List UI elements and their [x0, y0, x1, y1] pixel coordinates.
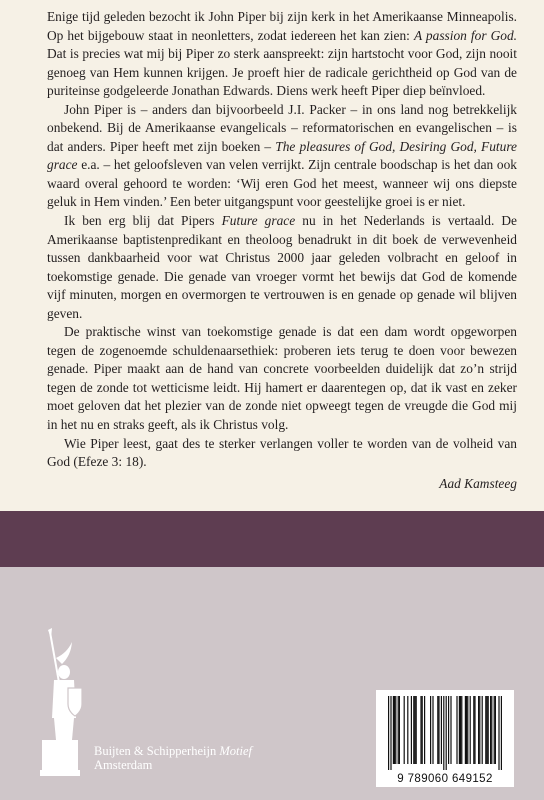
barcode-bar: [395, 696, 396, 764]
barcode-bar: [478, 696, 479, 764]
barcode-bar: [450, 696, 451, 764]
barcode-bar: [491, 696, 492, 764]
barcode-bar: [441, 696, 442, 764]
barcode-bar: [474, 696, 475, 764]
barcode-bar: [473, 696, 474, 764]
barcode-bars: [376, 690, 514, 770]
barcode-bar: [466, 696, 467, 764]
barcode-bar: [393, 696, 394, 764]
italic-title: Future grace: [221, 213, 296, 229]
barcode-bar: [404, 696, 405, 764]
barcode-bar: [498, 696, 499, 770]
barcode-bar: [420, 696, 421, 764]
barcode-bar: [390, 696, 391, 770]
paragraph-5: Wie Piper leest, gaat des te sterker verlangen voller te worden van de volheid van God (Efeze 3: 18).: [47, 435, 517, 470]
barcode-bar: [459, 696, 460, 764]
barcode-bar: [461, 696, 462, 764]
barcode-digits: 9 789060 649152: [397, 773, 493, 785]
publisher-imprint: [94, 744, 252, 772]
isbn-barcode: [376, 690, 514, 787]
barcode-bar: [486, 696, 487, 764]
barcode-bar: [437, 696, 438, 764]
barcode-bar: [388, 696, 389, 770]
barcode-bar: [399, 696, 400, 764]
barcode-bar: [485, 696, 486, 764]
barcode-bar: [490, 696, 491, 764]
publisher-name: Buijten & Schipperheijn: [94, 744, 217, 758]
italic-title: A passion for God.: [413, 27, 517, 43]
paragraph-4: De praktische winst van toekomstige genade is dat een dam wordt opgeworpen tegen de zogenoemde schuldenaarsethiek: proberen iets terug te doen voor bewezen genade. Piper maakt aan de hand van concrete voorbeelden duidelijk dat zo’n strijd tegen de zonde tot wetticisme leidt. Hij hamert er daarentegen op, dat ik vast en zeker moet geloven dat het plezier van de zonde niet opweegt tegen de vreugde die God mij in het nu en straks geeft, als ik Christus volg.: [47, 324, 517, 433]
paragraph-1: Enige tijd geleden bezocht ik John Piper bij zijn kerk in het Amerikaanse Minneapolis. Op het bijgebouw staat in neonletters, zodat iedereen het kan zien: A passion for God. Dat is precies wat mij bij Piper zo sterk aanspreekt: zijn hartstocht voor God, zijn nooit genoeg van Hem kunnen krijgen. Je proeft hier de radicale gerichtheid op God van de puriteinse godgeleerde Jonathan Edwards. Diens werk heeft Piper diep beïnvloed.: [47, 9, 517, 99]
barcode-bar: [456, 696, 457, 764]
barcode-bar: [479, 696, 480, 764]
publisher-line: [94, 744, 252, 758]
dark-band: [0, 511, 544, 567]
paragraph-2: John Piper is – anders dan bijvoorbeeld J.I. Packer – in ons land nog betrekkelijk onbekend. Bij de Amerikaanse evangelicals – reformatorischen en evangelischen – is dat anders. Piper heeft met zijn boeken – The pleasures of God, Desiring God, Future grace e.a. – het geloofsleven van velen verrijkt. Zijn centrale boodschap is het dan ook waard overal gehoord te worden: ‘Wij eren God het meest, wanneer wij ons diepste geluk in Hem vinden.’ Een beter uitgangspunt voor geestelijke groei is er niet.: [47, 101, 517, 210]
barcode-bar: [411, 696, 412, 764]
knight-with-lance-logo: [38, 628, 88, 778]
barcode-bar: [460, 696, 461, 764]
italic-title: The pleasures of God, Desiring God, Future grace: [47, 138, 517, 173]
barcode-bar: [432, 696, 433, 764]
blurb-text: [47, 8, 517, 493]
barcode-bar: [494, 696, 495, 764]
barcode-bar: [501, 696, 502, 770]
barcode-bar: [443, 696, 444, 770]
barcode-bar: [488, 696, 489, 764]
barcode-bar: [413, 696, 414, 764]
barcode-bar: [465, 696, 466, 764]
barcode-bar: [495, 696, 496, 764]
barcode-bar: [394, 696, 395, 764]
paragraph-3: Ik ben erg blij dat Pipers Future grace nu in het Nederlands is vertaald. De Amerikaanse baptistenpredikant en theoloog benadrukt in dit boek de verwevenheid tussen dankbaarheid voor wat Christus 2000 jaar geleden volbracht en geloof in toekomstige genade. Die genade van vroeger vormt het bewijs dat God de komende vijf minuten, morgen en overmorgen te vertrouwen is en genade op genade wil blijven geven.: [47, 213, 518, 321]
barcode-bar: [448, 696, 449, 764]
barcode-bar: [416, 696, 417, 764]
barcode-bar: [398, 696, 399, 764]
barcode-bar: [470, 696, 471, 764]
barcode-bar: [424, 696, 425, 764]
barcode-bar: [438, 696, 439, 764]
publisher-imprint-name: Motief: [219, 744, 252, 758]
barcode-bar: [414, 696, 415, 764]
barcode-bar: [407, 696, 408, 764]
publisher-city: Amsterdam: [94, 758, 153, 772]
barcode-bar: [430, 696, 431, 764]
barcode-bar: [446, 696, 447, 770]
author-signature: Aad Kamsteeg: [439, 475, 517, 491]
barcode-bar: [482, 696, 483, 764]
barcode-bar: [422, 696, 423, 764]
barcode-bar: [467, 696, 468, 764]
